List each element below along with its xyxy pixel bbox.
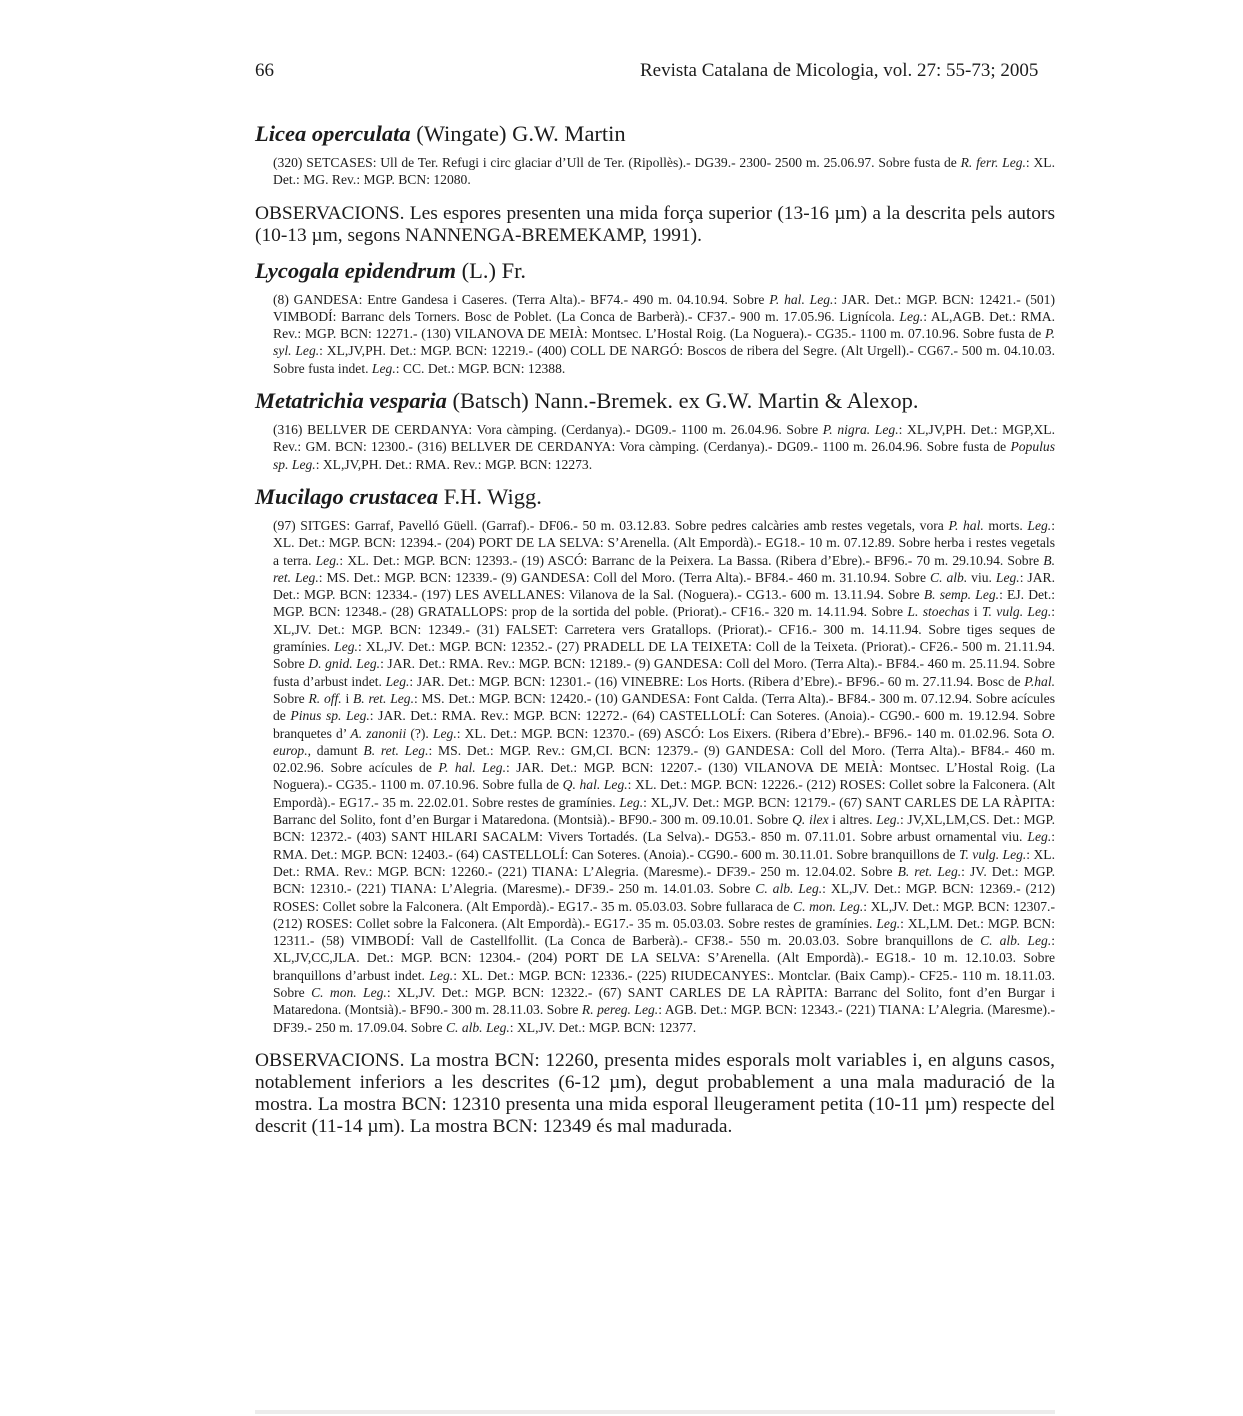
records-paragraph xyxy=(273,154,1055,189)
record-segment: : XL. Det.: MGP. BCN: 12393.- (19) ASCÓ: Barranc de la Peixera. La Bassa. (Ribera d’Ebre).- BF96.- 70 m. 29.10.94. Sobre xyxy=(339,552,1044,568)
record-segment: R. ferr. Leg. xyxy=(960,155,1026,170)
record-segment: P. hal. Leg. xyxy=(438,760,506,776)
record-segment: : XL,JV,PH. Det.: RMA. Rev.: MGP. BCN: 12273. xyxy=(315,456,593,472)
records-paragraph xyxy=(273,421,1055,473)
record-segment: Leg. xyxy=(315,552,340,568)
species-title xyxy=(255,257,1055,285)
record-segment: : XL,JV. Det.: MGP. BCN: 12369.- (212) ROSES: Collet sobre la Falconera. (Alt Empordà).- EG17.- 35 m. 05.03.03. Sobre fullaraca de xyxy=(273,881,1055,914)
record-segment: P. syl. Leg. xyxy=(273,326,1055,359)
record-segment: : MS. Det.: MGP. BCN: 12420.- (10) GANDESA: Font Calda. (Terra Alta).- BF84.- 300 m. 07.12.94. Sobre acícules de xyxy=(273,690,1055,724)
record-segment: : XL,LM. Det.: MGP. BCN: 12311.- (58) VIMBODÍ: Vall de Castellfollit. (La Conca de Barberà).- CF38.- 550 m. 20.03.03. Sobre branquillons de xyxy=(273,915,1055,949)
record-segment: : EJ. Det.: MGP. BCN: 12348.- (28) GRATALLOPS: prop de la sortida del poble. (Priorat).- CF16.- 320 m. 14.11.94. Sobre xyxy=(273,587,1056,620)
record-segment: C. alb. Leg. xyxy=(755,881,823,897)
record-segment: i altres. xyxy=(828,812,877,828)
record-segment: (316) BELLVER DE CERDANYA: Vora càmping. (Cerdanya).- DG09.- 1100 m. 26.04.96. Sobre xyxy=(273,422,823,438)
record-segment: : XL,JV. Det.: MGP. BCN: 12352.- (27) PRADELL DE LA TEIXETA: Coll de la Teixeta. (Priorat).- CF26.- 500 m. 21.11.94. Sobre xyxy=(273,639,1056,672)
record-segment: viu. xyxy=(967,569,996,585)
species-entry-lycogala xyxy=(255,257,1055,377)
record-segment: : XL. Det.: MGP. BCN: 12370.- (69) ASCÓ: Los Eixers. (Ribera d’Ebre).- BF96.- 140 m. 01.02.96. Sota xyxy=(456,725,1042,741)
record-segment: L. stoechas xyxy=(907,604,970,620)
record-segment: Leg. xyxy=(899,308,924,324)
record-segment: Leg. xyxy=(371,360,396,376)
record-segment: : JAR. Det.: MGP. BCN: 12301.- (16) VINEBRE: Los Horts. (Ribera d’Ebre).- BF96.- 60 m. 27.11.94. Bosc de xyxy=(409,673,1025,689)
record-segment: P. hal. xyxy=(948,517,984,533)
record-segment: Leg. xyxy=(876,812,900,828)
species-title xyxy=(255,120,1055,148)
record-segment: : XL,JV. Det.: MGP. BCN: 12179.- (67) SANT CARLES DE LA RÀPITA: Barranc del Solito, font d’en Burgar i Mataredona. (Montsià).- BF90.- 300 m. 09.10.01. Sobre xyxy=(273,794,1055,828)
running-header: Revista Catalana de Micologia, vol. 27: 55-73; 2005 xyxy=(640,60,1039,81)
record-segment: : RMA. Det.: MGP. BCN: 12403.- (64) CASTELLOLÍ: Can Soteres. (Anoia).- CG90.- 600 m. 30.11.01. Sobre branquillons de xyxy=(273,829,1055,862)
observations-paragraph: OBSERVACIONS. Les espores presenten una mida força superior (13-16 µm) a la descrita pels autors (10-13 µm, segons NANNENGA-BREMEKAMP, 1991). xyxy=(255,202,1055,246)
record-segment: Leg. xyxy=(429,967,454,983)
record-segment: : XL,JV. Det.: MGP. BCN: 12322.- (67) SANT CARLES DE LA RÀPITA: Barranc del Solito, font d’en Burgar i Mataredona. (Montsià).- BF90.- 300 m. 28.11.03. Sobre xyxy=(273,984,1055,1018)
record-segment: C. mon. Leg. xyxy=(793,898,864,914)
species-entry-metatrichia xyxy=(255,387,1055,473)
record-segment: : JV,XL,LM,CS. Det.: MGP. BCN: 12372.- (403) SANT HILARI SACALM: Vivers Tortadés. (La Selva).- DG53.- 850 m. 07.11.01. Sobre arbust ornamental viu. xyxy=(273,812,1055,845)
species-name: Lycogala epidendrum xyxy=(255,257,457,283)
record-segment: (?). xyxy=(406,725,433,741)
record-segment: Leg. xyxy=(995,569,1020,585)
record-segment: Leg. xyxy=(1027,829,1052,845)
record-segment: B. semp. Leg. xyxy=(923,587,1000,603)
record-segment: D. gnid. Leg. xyxy=(308,656,381,672)
record-segment: C. mon. Leg. xyxy=(311,984,387,1000)
record-segment: i xyxy=(969,604,982,620)
species-name: Mucilago crustacea xyxy=(255,483,439,509)
record-segment: R. pereg. Leg. xyxy=(581,1002,659,1018)
record-segment: (8) GANDESA: Entre Gandesa i Caseres. (Terra Alta).- BF74.- 490 m. 04.10.94. Sobre xyxy=(273,291,770,307)
record-segment: B. ret. Leg. xyxy=(363,742,429,758)
scan-edge xyxy=(255,1410,1055,1414)
record-segment: : XL,JV. Det.: MGP. BCN: 12349.- (31) FALSET: Carretera vers Gratallops. (Priorat).- CF16.- 300 m. 14.11.94. Sobre tiges seques de gramínies. xyxy=(273,604,1056,655)
page-number: 66 xyxy=(255,60,274,81)
record-segment: Leg. xyxy=(432,725,457,741)
record-segment: B. ret. Leg. xyxy=(273,552,1055,585)
record-segment: Q. hal. Leg. xyxy=(562,777,628,793)
record-segment: , damunt xyxy=(307,742,364,758)
record-segment: Leg. xyxy=(385,673,410,689)
record-segment: : XL,JV. Det.: MGP. BCN: 12307.- (212) ROSES: Collet sobre la Falconera. (Alt Empordà).- EG17.- 35 m. 05.03.03. Sobre restes de gramínies. xyxy=(273,898,1055,931)
species-author: F.H. Wigg. xyxy=(443,483,542,509)
observations-paragraph: OBSERVACIONS. La mostra BCN: 12260, presenta mides esporals molt variables i, en alguns casos, notablement inferiors a les descrites (6-12 µm), degut probablement a una mala maduració de la mostra. La mostra BCN: 12310 presenta una mida esporal lleugerament petita (10-11 µm) respecte del descrit (11-14 µm). La mostra BCN: 12349 és mal madurada. xyxy=(255,1049,1055,1137)
record-segment: : JAR. Det.: MGP. BCN: 12207.- (130) VILANOVA DE MEIÀ: Montsec. L’Hostal Roig. (La Noguera).- CG35.- 1100 m. 07.10.96. Sobre fulla de xyxy=(273,760,1055,793)
record-segment: : XL. Det.: MGP. BCN: 12226.- (212) ROSES: Collet sobre la Falconera. (Alt Empordà).- EG17.- 35 m. 22.02.01. Sobre restes de gramínies. xyxy=(273,777,1055,810)
species-title xyxy=(255,387,1055,415)
record-segment: T. vulg. Leg. xyxy=(958,846,1027,862)
record-segment: Populus sp. Leg. xyxy=(273,439,1055,472)
records-paragraph xyxy=(273,291,1055,377)
record-segment: : XL,JV. Det.: MGP. BCN: 12377. xyxy=(509,1019,697,1035)
record-segment: Leg. xyxy=(334,639,358,655)
record-segment: C. alb. xyxy=(930,569,968,585)
record-segment: : XL. Det.: RMA. Rev.: MGP. BCN: 12260.- (221) TIANA: L’Alegria. (Maresme).- DF39.- 250 m. 12.04.02. Sobre xyxy=(273,846,1055,879)
record-segment: i xyxy=(341,690,353,706)
record-segment: Leg. xyxy=(1027,517,1052,533)
species-name: Metatrichia vesparia xyxy=(255,388,447,414)
record-segment: : AL,AGB. Det.: RMA. Rev.: MGP. BCN: 12271.- (130) VILANOVA DE MEIÀ: Montsec. L’Hostal Roig. (La Noguera).- CG35.- 1100 m. 07.10.96. Sobre fusta de xyxy=(273,308,1055,342)
records-paragraph xyxy=(273,517,1055,1036)
record-segment: (320) SETCASES: Ull de Ter. Refugi i circ glaciar d’Ull de Ter. (Ripollès).- DG39.- 2300- 2500 m. 25.06.97. Sobre fusta de xyxy=(273,155,961,170)
species-entry-licea xyxy=(255,120,1055,189)
record-segment: C. alb. Leg. xyxy=(445,1019,510,1035)
record-segment: B. ret. Leg. xyxy=(353,690,414,706)
record-segment: C. alb. Leg. xyxy=(980,933,1052,949)
record-segment: T. vulg. Leg. xyxy=(982,604,1052,620)
record-segment: R. off. xyxy=(308,690,342,706)
record-segment: : XL,JV,PH. Det.: MGP,XL. Rev.: GM. BCN: 12300.- (316) BELLVER DE CERDANYA: Vora càmping. (Cerdanya).- DG09.- 1100 m. 26.04.96. Sobre fusta de xyxy=(273,422,1055,455)
record-segment: (97) SITGES: Garraf, Pavelló Güell. (Garraf).- DF06.- 50 m. 03.12.83. Sobre pedres calcàries amb restes vegetals, vora xyxy=(273,517,949,533)
record-segment: : XL. Det.: MGP. BCN: 12394.- (204) PORT DE LA SELVA: S’Arenella. (Alt Empordà).- EG18.- 10 m. 07.12.89. Sobre herba i restes vegetals a terra. xyxy=(273,517,1055,568)
record-segment: : MS. Det.: MGP. Rev.: GM,CI. BCN: 12379.- (9) GANDESA: Coll del Moro. (Terra Alta).- BF84.- 460 m. 02.02.96. Sobre acícules de xyxy=(273,742,1055,776)
record-segment: : MS. Det.: MGP. BCN: 12339.- (9) GANDESA: Coll del Moro. (Terra Alta).- BF84.- 460 m. 31.10.94. Sobre xyxy=(318,569,931,585)
species-name: Licea operculata xyxy=(255,121,411,146)
record-segment: A. zanonii xyxy=(350,725,407,741)
record-segment: P. nigra. Leg. xyxy=(822,422,899,438)
record-segment: Leg. xyxy=(619,794,644,810)
species-title xyxy=(255,483,1055,511)
record-segment: morts. xyxy=(983,517,1028,533)
record-segment: Leg. xyxy=(876,915,901,931)
record-segment: : XL,JV,PH. Det.: MGP. BCN: 12219.- (400) COLL DE NARGÓ: Boscos de ribera del Segre. (Alt Urgell).- CG67.- 500 m. 04.10.03. Sobre fusta indet. xyxy=(273,343,1055,376)
record-segment: Pinus sp. Leg. xyxy=(290,708,370,724)
record-segment: O. europ. xyxy=(273,725,1056,758)
record-segment: : JV. Det.: MGP. BCN: 12310.- (221) TIANA: L’Alegria. (Maresme).- DF39.- 250 m. 14.01.03. Sobre xyxy=(273,863,1055,897)
record-segment: : CC. Det.: MGP. BCN: 12388. xyxy=(395,360,566,376)
record-segment: : JAR. Det.: RMA. Rev.: MGP. BCN: 12189.- (9) GANDESA: Coll del Moro. (Terra Alta).- BF84.- 460 m. 25.11.94. Sobre fusta d’arbust indet. xyxy=(273,656,1055,689)
record-segment: Q. ilex xyxy=(792,812,829,828)
record-segment: Sobre xyxy=(273,690,309,706)
species-entry-mucilago xyxy=(255,483,1055,1036)
record-segment: : JAR. Det.: MGP. BCN: 12421.- (501) VIMBODÍ: Barranc dels Torners. Bosc de Poblet. (La Conca de Barberà).- CF37.- 900 m. 17.05.96. Lignícola. xyxy=(273,291,1055,324)
record-segment: P. hal. Leg. xyxy=(769,291,834,307)
record-segment: : XL. Det.: MG. Rev.: MGP. BCN: 12080. xyxy=(273,155,1055,188)
record-segment: P.hal. xyxy=(1024,673,1055,689)
record-segment: : JAR. Det.: RMA. Rev.: MGP. BCN: 12272.- (64) CASTELLOLÍ: Can Soteres. (Anoia).- CG90.- 600 m. 19.12.94. Sobre branquetes d’ xyxy=(273,708,1055,741)
record-segment: : AGB. Det.: MGP. BCN: 12343.- (221) TIANA: L’Alegria. (Maresme).- DF39.- 250 m. 17.09.04. Sobre xyxy=(273,1002,1055,1035)
species-author: (L.) Fr. xyxy=(461,257,527,283)
record-segment: : XL. Det.: MGP. BCN: 12336.- (225) RIUDECANYES:. Montclar. (Baix Camp).- CF25.- 110 m. 18.11.03. Sobre xyxy=(273,967,1055,1000)
record-segment: B. ret. Leg. xyxy=(897,863,962,879)
record-segment: : JAR. Det.: MGP. BCN: 12334.- (197) LES AVELLANES: Vilanova de la Sal. (Noguera).- CG13.- 600 m. 13.11.94. Sobre xyxy=(273,569,1056,603)
species-author: (Wingate) G.W. Martin xyxy=(416,121,626,146)
record-segment: : XL,JV,CC,JLA. Det.: MGP. BCN: 12304.- (204) PORT DE LA SELVA: S’Arenella. (Alt Empordà).- EG18.- 10 m. 12.10.03. Sobre branquillons d’arbust indet. xyxy=(273,933,1056,983)
species-author: (Batsch) Nann.-Bremek. ex G.W. Martin & Alexop. xyxy=(452,388,919,414)
page-content xyxy=(255,120,1055,1148)
